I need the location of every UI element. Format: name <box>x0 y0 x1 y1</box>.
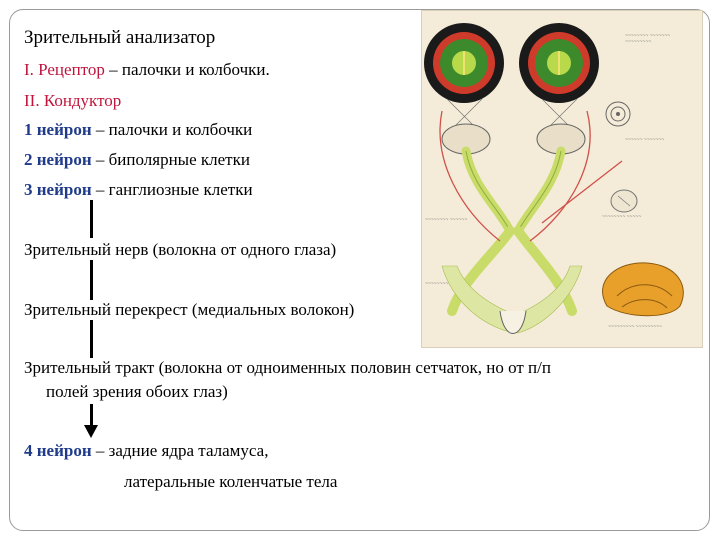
figure-caption: ~~~~~~~~ ~~~~~ <box>602 214 642 220</box>
chiasm-text: Зрительный перекрест (медиальных волокон) <box>24 300 355 319</box>
brainstem-section-icon <box>611 190 637 212</box>
neuron3-text: – ганглиозные клетки <box>91 180 253 199</box>
neuron2-label: 2 нейрон <box>24 150 92 169</box>
neuron1-line <box>24 120 252 140</box>
right-eye-icon <box>519 23 599 103</box>
pathway-connector <box>90 320 93 358</box>
visual-pathway-drawing <box>422 11 704 349</box>
neuron4-line2: латеральные коленчатые тела <box>124 472 338 491</box>
down-arrow-icon <box>84 425 98 438</box>
neuron1-label: 1 нейрон <box>24 120 92 139</box>
ganglion-icon <box>606 102 630 126</box>
figure-caption: ~~~~~~~~ ~~~~~~~ ~~~~~~~~~ <box>625 33 671 45</box>
figure-caption: ~~~~~~~~~ ~~~~~~~~~ <box>608 324 662 330</box>
left-eye-icon <box>424 23 504 103</box>
figure-caption: ~~~~~~ ~~~~~~~ <box>625 137 665 143</box>
figure-caption: ~~~~~~~~ ~~~~~~ <box>425 217 468 223</box>
slide-title: Зрительный анализатор <box>24 27 216 48</box>
figure-caption: ~~~~~~~~ <box>425 281 449 287</box>
optic-tract-line2: полей зрения обоих глаз) <box>46 382 228 401</box>
optic-tract-line1: Зрительный тракт (волокна от одноименных половин сетчаток, но от п/п <box>24 358 551 377</box>
neuron1-text: – палочки и колбочки <box>91 120 253 139</box>
optic-nerve-text: Зрительный нерв (волокна от одного глаза) <box>24 240 337 259</box>
pathway-arrow-shaft <box>90 404 93 426</box>
pathway-connector <box>90 260 93 300</box>
receptor-label: I. Рецептор <box>24 60 105 79</box>
neuron2-line <box>24 150 250 170</box>
neuron4-text: – задние ядра таламуса, <box>91 441 269 460</box>
neuron3-line <box>24 180 253 200</box>
neuron2-text: – биполярные клетки <box>91 150 250 169</box>
receptor-line <box>24 60 270 80</box>
neuron4-label: 4 нейрон <box>24 441 92 460</box>
conductor-label: II. Кондуктор <box>24 91 122 110</box>
neuron3-label: 3 нейрон <box>24 180 92 199</box>
visual-pathway-illustration <box>421 10 703 348</box>
brain-icon <box>603 263 684 316</box>
neuron4-line <box>24 441 268 461</box>
receptor-text: – палочки и колбочки. <box>104 60 270 79</box>
pathway-connector <box>90 200 93 238</box>
